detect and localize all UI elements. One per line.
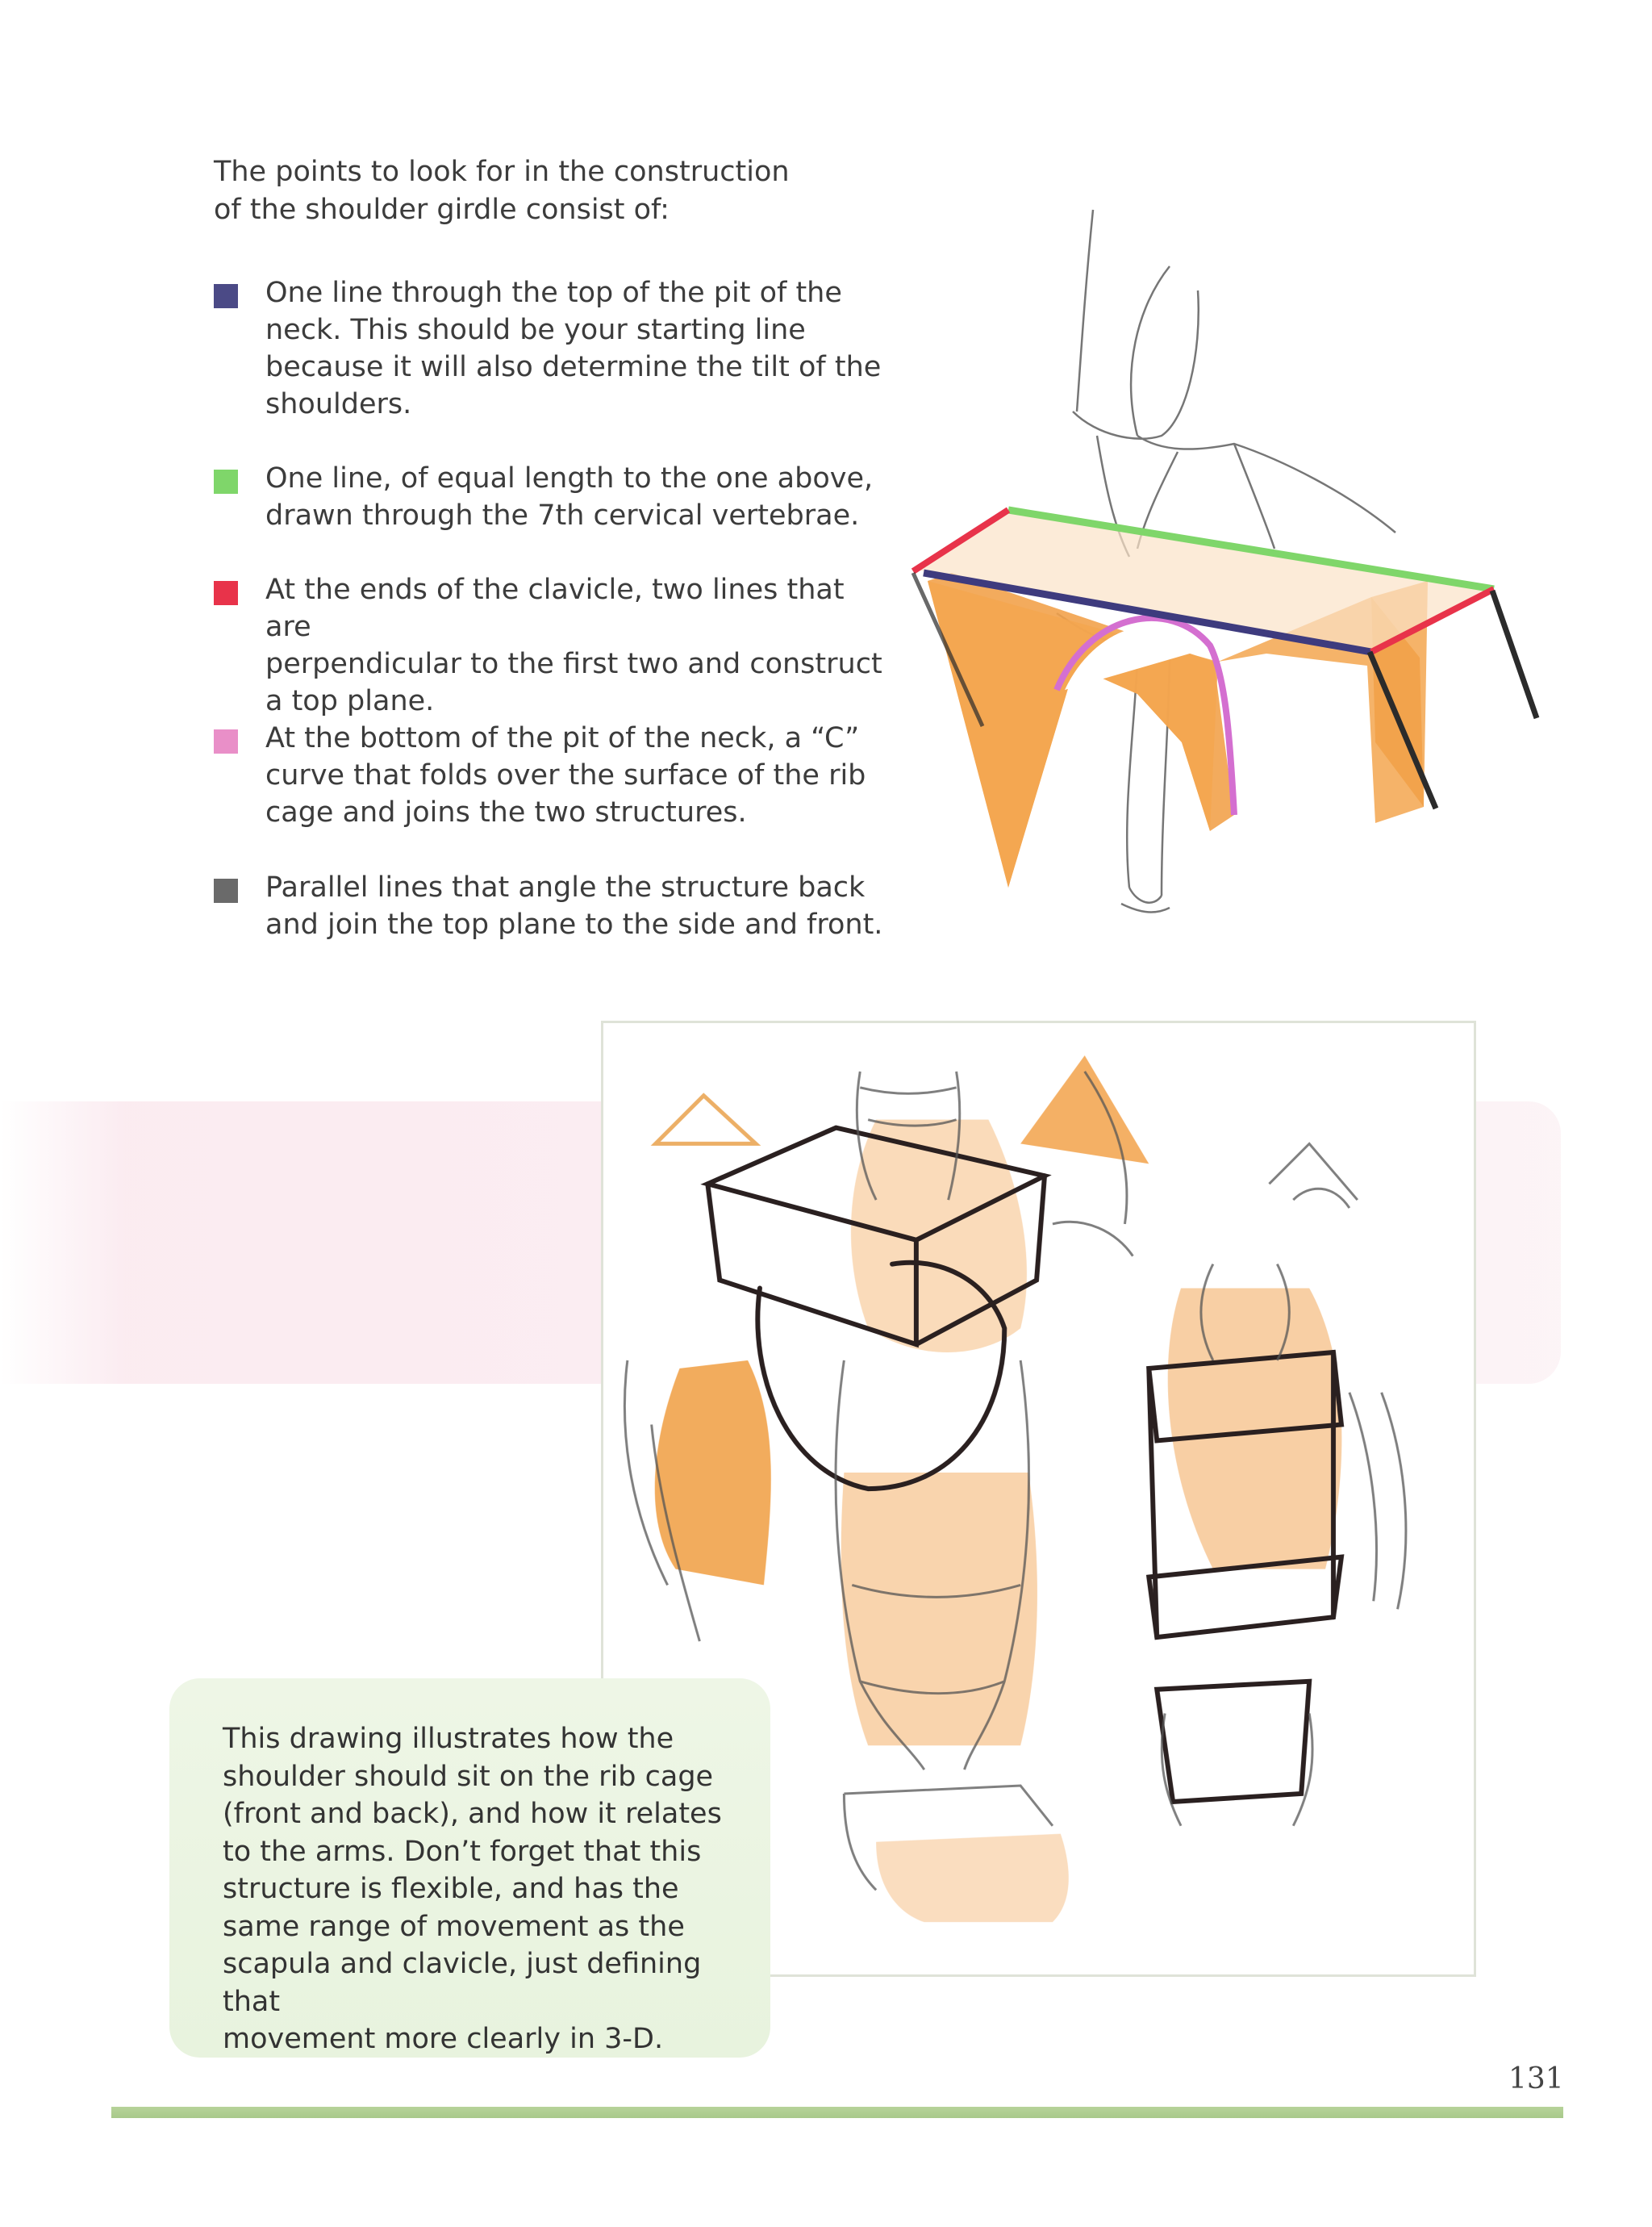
text-line: perpendicular to the first two and construct <box>265 648 882 680</box>
purple-swatch <box>214 284 238 308</box>
list-item-text <box>265 571 895 720</box>
text-line: cage and joins the two structures. <box>265 796 747 829</box>
shoulder-girdle-figure <box>895 194 1557 936</box>
caption-line: movement more clearly in 3-D. <box>223 2023 664 2055</box>
caption-line: (front and back), and how it relates <box>223 1798 722 1830</box>
intro-line-1: The points to look for in the construction <box>214 156 790 188</box>
caption-text <box>223 1720 747 2058</box>
pink-swatch <box>214 729 238 754</box>
intro-line-2: of the shoulder girdle consist of: <box>214 194 670 226</box>
red-swatch <box>214 581 238 605</box>
text-line: drawn through the 7th cervical vertebrae. <box>265 499 860 532</box>
text-line: Parallel lines that angle the structure back <box>265 871 866 904</box>
text-line: One line through the top of the pit of the <box>265 277 842 309</box>
caption-line: structure is flexible, and has the <box>223 1873 679 1905</box>
intro-paragraph <box>214 153 859 229</box>
footer-rule <box>111 2107 1563 2118</box>
text-line: One line, of equal length to the one above, <box>265 462 874 495</box>
caption-line: shoulder should sit on the rib cage <box>223 1760 714 1793</box>
caption-box <box>169 1678 770 2058</box>
list-item-text <box>265 869 895 943</box>
back-edge-line <box>1492 591 1537 718</box>
green-swatch <box>214 470 238 494</box>
text-line: At the bottom of the pit of the neck, a “C” <box>265 722 860 754</box>
list-item-text <box>265 274 895 423</box>
text-line: At the ends of the clavicle, two lines that are <box>265 574 845 643</box>
caption-line: to the arms. Don’t forget that this <box>223 1835 702 1868</box>
text-line: neck. This should be your starting line <box>265 314 806 346</box>
text-line: and join the top plane to the side and front. <box>265 909 883 941</box>
list-item-text <box>265 460 895 534</box>
caption-line: same range of movement as the <box>223 1910 685 1943</box>
list-item-text <box>265 720 895 831</box>
text-line: shoulders. <box>265 388 412 420</box>
page-number: 131 <box>1508 2062 1564 2095</box>
caption-line: This drawing illustrates how the <box>223 1723 674 1755</box>
shoulder-girdle-sketch <box>895 194 1557 936</box>
text-line: because it will also determine the tilt of the <box>265 351 882 383</box>
gray-swatch <box>214 879 238 903</box>
caption-line: scapula and clavicle, just defining that <box>223 1948 702 2018</box>
text-line: a top plane. <box>265 685 435 717</box>
text-line: curve that folds over the surface of the rib <box>265 759 866 792</box>
